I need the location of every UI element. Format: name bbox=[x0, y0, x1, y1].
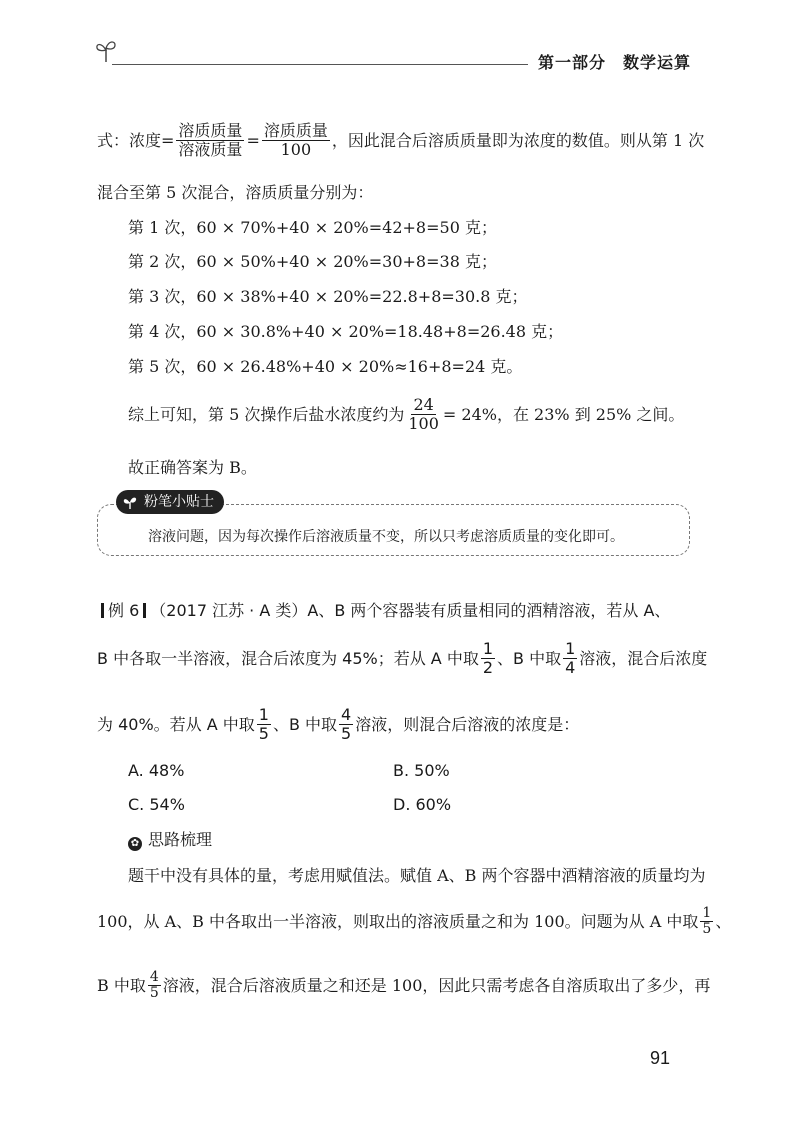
example-source: （2017 江苏 · A 类）A、B 两个容器装有质量相同的酒精溶液，若从 A、 bbox=[150, 601, 671, 620]
fraction-1-5: $\frac{1}{5}$ bbox=[258, 705, 269, 743]
intro-lead: 式：浓度= bbox=[97, 130, 175, 150]
analysis-line-2: 100，从 A、B 中各取出一半溶液，则取出的溶液质量之和为 100。问题为从 A 中取 $\frac{1}{5}$ 、 bbox=[97, 905, 732, 937]
solution-line-1: 式：浓度= $\frac{\text{溶质质量}}{\text{溶液质量}}$ = $\frac{\text{溶质质量}}{100}$ ，因此混合后溶质质量即为浓度的数值。则从第 1 次 bbox=[97, 121, 705, 159]
option-c[interactable]: C. 54% bbox=[128, 795, 185, 814]
gear-icon: ✿ bbox=[128, 837, 142, 851]
fraction-4-5-b: $\frac{4}{5}$ bbox=[149, 969, 159, 1001]
example-line-1 bbox=[97, 601, 670, 621]
tip-text: 溶液问题，因为每次操作后溶液质量不变，所以只考虑溶质质量的变化即可。 bbox=[148, 529, 624, 545]
analysis-line-1: 题干中没有具体的量，考虑用赋值法。赋值 A、B 两个容器中酒精溶液的质量均为 bbox=[128, 866, 706, 885]
summary-line: 综上可知，第 5 次操作后盐水浓度约为 $\frac{24}{100}$ = 24%，在 23% 到 25% 之间。 bbox=[128, 395, 685, 433]
chapter-title: 第一部分 数学运算 bbox=[538, 53, 692, 72]
fraction-24-over-100: $\frac{24}{100}$ bbox=[408, 395, 439, 433]
fraction-solute-over-100: $\frac{\text{溶质质量}}{100}$ bbox=[263, 121, 328, 159]
example-bar-left bbox=[101, 603, 104, 618]
option-d[interactable]: D. 60% bbox=[393, 795, 452, 814]
step-5: 第 5 次，60 × 26.48%+40 × 20%≈16+8=24 克。 bbox=[128, 357, 523, 376]
tip-badge bbox=[116, 490, 224, 514]
solution-line-2: 混合至第 5 次混合，溶质质量分别为： bbox=[97, 183, 374, 202]
analysis-heading: ✿ 思路梳理 bbox=[128, 830, 212, 851]
page-number: 91 bbox=[650, 1048, 671, 1068]
sprout-icon bbox=[122, 494, 138, 510]
option-b[interactable]: B. 50% bbox=[393, 761, 450, 780]
intro-tail: ，因此混合后溶质质量即为浓度的数值。则从第 1 次 bbox=[331, 130, 705, 150]
step-2: 第 2 次，60 × 50%+40 × 20%=30+8=38 克； bbox=[128, 252, 497, 271]
step-3: 第 3 次，60 × 38%+40 × 20%=22.8+8=30.8 克； bbox=[128, 287, 528, 306]
analysis-line-3: B 中取 $\frac{4}{5}$ 溶液，混合后溶液质量之和还是 100，因此只需考虑各自溶质取出了多少，再 bbox=[97, 969, 711, 1001]
step-1: 第 1 次，60 × 70%+40 × 20%=42+8=50 克； bbox=[128, 218, 497, 237]
header-rule bbox=[112, 64, 528, 65]
answer-line: 故正确答案为 B。 bbox=[128, 458, 257, 477]
fraction-1-4: $\frac{1}{4}$ bbox=[565, 639, 576, 677]
step-4: 第 4 次，60 × 30.8%+40 × 20%=18.48+8=26.48 克； bbox=[128, 322, 564, 341]
tip-title: 粉笔小贴士 bbox=[144, 494, 214, 510]
fraction-solute-over-solution: $\frac{\text{溶质质量}}{\text{溶液质量}}$ bbox=[178, 121, 243, 159]
fraction-1-2: $\frac{1}{2}$ bbox=[482, 639, 494, 677]
fraction-1-5-b: $\frac{1}{5}$ bbox=[702, 905, 712, 937]
example-bar-right bbox=[143, 603, 146, 618]
option-a[interactable]: A. 48% bbox=[128, 761, 185, 780]
sprout-icon bbox=[95, 38, 117, 64]
example-label: 例 6 bbox=[108, 601, 140, 620]
example-line-2: B 中各取一半溶液，混合后浓度为 45%；若从 A 中取 $\frac{1}{2}$ 、B 中取 $\frac{1}{4}$ 溶液，混合后浓度 bbox=[97, 639, 708, 677]
fraction-4-5: $\frac{4}{5}$ bbox=[341, 705, 352, 743]
example-line-3: 为 40%。若从 A 中取 $\frac{1}{5}$ 、B 中取 $\frac{4}{5}$ 溶液，则混合后溶液的浓度是： bbox=[97, 705, 580, 743]
